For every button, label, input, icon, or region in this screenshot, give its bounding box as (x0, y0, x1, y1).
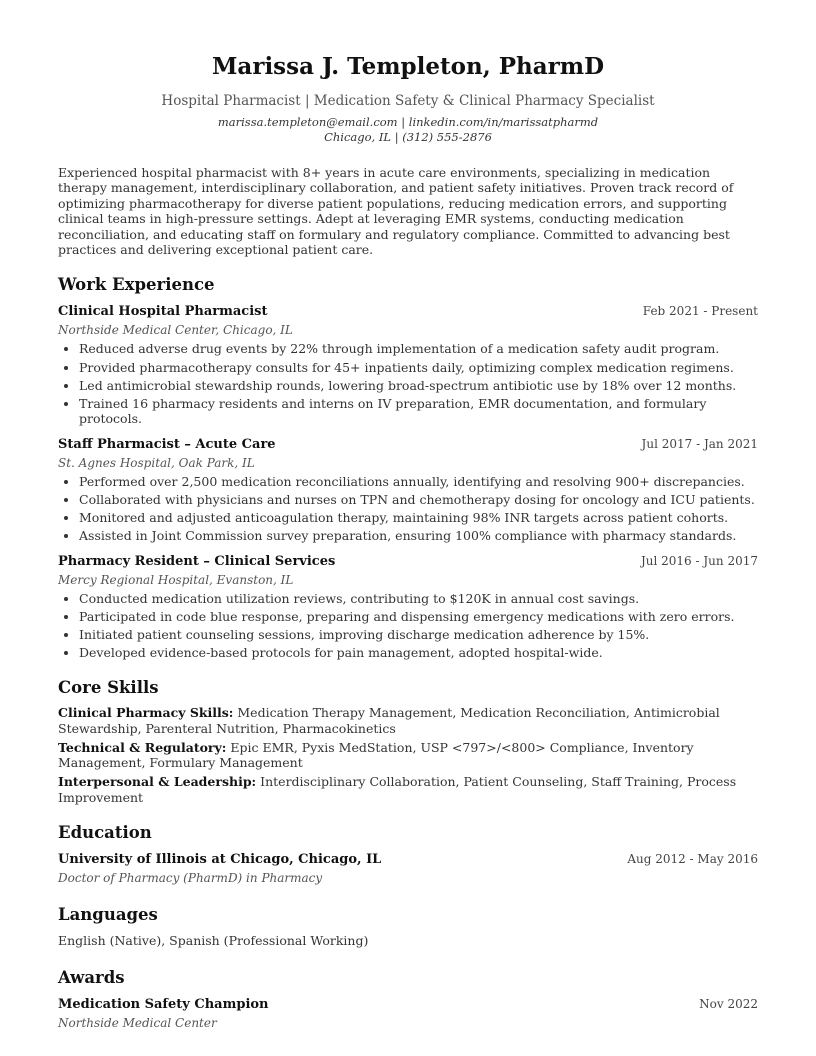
skill-group-label: Interpersonal & Leadership: (58, 774, 257, 790)
job-employer: Northside Medical Center, Chicago, IL (58, 323, 293, 338)
degree: Doctor of Pharmacy (PharmD) in Pharmacy (58, 871, 323, 886)
job-bullet: • Reduced adverse drug events by 22% through implementation of a medication safety audit program. (79, 341, 758, 357)
job-bullets (58, 341, 758, 426)
job-bullet: • Initiated patient counseling sessions, improving discharge medication adherence by 15%. (79, 627, 758, 643)
work-experience-section (58, 274, 758, 660)
professional-headline: Hospital Pharmacist | Medication Safety & Clinical Pharmacy Specialist (161, 93, 655, 109)
job-bullet: • Collaborated with physicians and nurses on TPN and chemotherapy dosing for oncology and ICU patients. (79, 492, 758, 508)
skill-group (58, 705, 758, 736)
job-bullets (58, 591, 758, 661)
skill-group-text: Medication Therapy Management, Medication Reconciliation, Antimicrobial Stewardship, Parenteral Nutrition, Pharmacokinetics (58, 705, 720, 736)
job-entry (58, 552, 758, 661)
skill-group-text: Epic EMR, Pyxis MedStation, USP <797>/<800> Compliance, Inventory Management, Formulary Management (58, 739, 694, 771)
education-dates: Aug 2012 - May 2016 (627, 852, 758, 867)
skill-group-text: Interdisciplinary Collaboration, Patient Counseling, Staff Training, Process Improvement (58, 774, 737, 805)
job-entry (58, 302, 758, 426)
skill-group-label: Clinical Pharmacy Skills: (58, 705, 234, 721)
resume-page (58, 48, 758, 1040)
job-bullet: • Trained 16 pharmacy residents and interns on IV preparation, EMR documentation, and formulary protocols. (79, 396, 758, 427)
candidate-name: Marissa J. Templeton, PharmD (211, 53, 605, 80)
section-title-languages: Languages (58, 905, 158, 925)
education-entry (58, 850, 758, 887)
skill-group (58, 740, 758, 771)
awards-section (58, 967, 758, 1032)
school-name: University of Illinois at Chicago, Chicago, IL (58, 852, 382, 868)
section-title-education: Education (58, 823, 152, 843)
languages-text: English (Native), Spanish (Professional Working) (58, 933, 369, 949)
section-title-work-experience: Work Experience (58, 275, 215, 295)
skill-group (58, 774, 758, 805)
section-title-awards: Awards (58, 968, 125, 988)
job-bullet: • Conducted medication utilization reviews, contributing to $120K in annual cost savings. (79, 591, 758, 607)
job-bullet: • Developed evidence-based protocols for pain management, adopted hospital-wide. (79, 645, 758, 661)
contact-line-location-phone: Chicago, IL | (312) 555-2876 (324, 130, 492, 144)
job-entry (58, 435, 758, 544)
award-title: Medication Safety Champion (58, 997, 269, 1013)
job-dates: Feb 2021 - Present (642, 304, 758, 319)
job-employer: Mercy Regional Hospital, Evanston, IL (58, 572, 294, 587)
job-bullet: • Performed over 2,500 medication reconciliations annually, identifying and resolving 900+ discrepancies. (79, 474, 758, 490)
professional-summary: Experienced hospital pharmacist with 8+ years in acute care environments, specializing in medication therapy management, interdisciplinary collaboration, and patient safety initiatives. Proven track record of optimizing pharmacotherapy for diverse patient populations, reducing medication errors, and supporting clinical teams in high-pressure settings. Adept at leveraging EMR systems, conducting medication reconciliation, and educating staff on formulary and regulatory compliance. Committed to advancing best practices and delivering exceptional patient care. (58, 165, 734, 258)
skill-group-label: Technical & Regulatory: (58, 739, 227, 755)
job-bullets (58, 474, 758, 544)
section-title-core-skills: Core Skills (58, 678, 159, 698)
award-date: Nov 2022 (699, 997, 758, 1012)
job-title: Staff Pharmacist – Acute Care (58, 436, 276, 452)
job-dates: Jul 2017 - Jan 2021 (641, 436, 758, 451)
resume-header (58, 52, 758, 145)
languages-section (58, 904, 758, 950)
award-entry (58, 995, 758, 1032)
job-employer: St. Agnes Hospital, Oak Park, IL (58, 455, 255, 470)
contact-line-email-linkedin: marissa.templeton@email.com | linkedin.com/in/marissatpharmd (217, 115, 599, 129)
education-section (58, 822, 758, 887)
job-bullet: • Led antimicrobial stewardship rounds, lowering broad-spectrum antibiotic use by 18% over 12 months. (79, 378, 758, 394)
job-bullet: • Provided pharmacotherapy consults for 45+ inpatients daily, optimizing complex medication regimens. (79, 360, 758, 376)
job-bullet: • Assisted in Joint Commission survey preparation, ensuring 100% compliance with pharmacy standards. (79, 528, 758, 544)
job-dates: Jul 2016 - Jun 2017 (640, 553, 758, 568)
job-bullet: • Participated in code blue response, preparing and dispensing emergency medications with zero errors. (79, 609, 758, 625)
job-title: Pharmacy Resident – Clinical Services (58, 553, 336, 569)
job-bullet: • Monitored and adjusted anticoagulation therapy, maintaining 98% INR targets across patient cohorts. (79, 510, 758, 526)
job-title: Clinical Hospital Pharmacist (58, 304, 268, 320)
award-org: Northside Medical Center (58, 1016, 217, 1031)
core-skills-section (58, 677, 758, 805)
